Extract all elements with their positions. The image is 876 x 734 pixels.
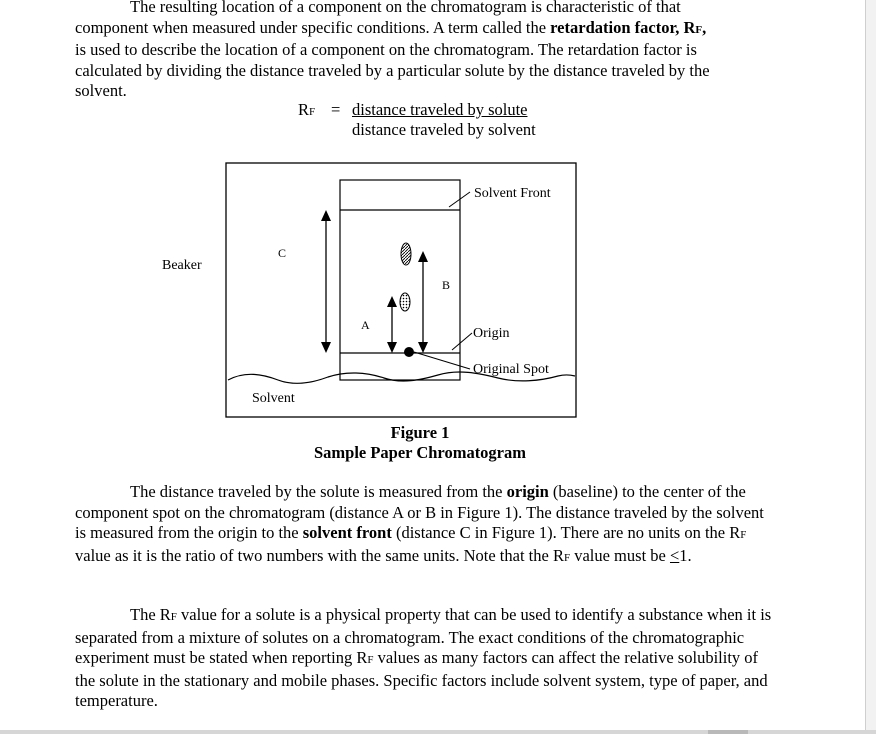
less-than-or-equal-sign: <	[669, 545, 680, 565]
horizontal-scroll-thumb[interactable]	[708, 730, 748, 734]
label-origin: Origin	[473, 326, 510, 341]
arrow-a-head-up	[387, 296, 397, 307]
p1-line2: component when measured under specific conditions. A term called the	[75, 17, 547, 37]
figure-caption-subtitle: Sample Paper Chromatogram	[313, 443, 527, 462]
p1-line4: calculated by dividing the distance traveled by a particular solute by the distance traveled by the	[75, 60, 710, 80]
retardation-factor-term: retardation factor, RF,	[550, 17, 707, 37]
original-spot-leader	[414, 352, 470, 369]
p1-line1: The resulting location of a component on the chromatogram is characteristic of that	[130, 0, 681, 16]
arrow-c-head-down	[321, 342, 331, 353]
vertical-scroll-track[interactable]	[865, 0, 876, 734]
component-spot-a	[400, 293, 410, 311]
formula-rf: RF	[298, 100, 316, 119]
p1-line5: solvent.	[75, 81, 127, 100]
p1-line3: is used to describe the location of a component on the chromatogram. The retardation factor is	[75, 40, 697, 59]
solvent-front-term: solvent front	[302, 523, 392, 542]
label-solvent-front: Solvent Front	[474, 186, 551, 201]
paragraph-rf-property: The RF value for a solute is a physical property that can be used to identify a substance when it is separated from a mixture of solutes on a chromatogram. The exact conditions of the chromatographic experiment must be stated when reporting RF values as many factors can affect the relative solubility of the solute in the stationary and mobile phases. Specific factors include solvent system, type of paper, and temperature.	[75, 605, 772, 710]
arrow-a-head-down	[387, 342, 397, 353]
origin-leader	[452, 333, 472, 350]
figure-caption-title: Figure 1	[390, 423, 450, 442]
label-c: C	[278, 246, 287, 260]
formula-denominator: distance traveled by solvent	[352, 120, 536, 139]
label-solvent: Solvent	[252, 391, 295, 406]
origin-term: origin	[506, 482, 549, 501]
arrow-c-head-up	[321, 210, 331, 221]
formula-numerator: distance traveled by solute	[352, 100, 528, 119]
label-beaker: Beaker	[162, 258, 202, 273]
arrow-b-head-down	[418, 342, 428, 353]
original-spot-dot	[404, 347, 414, 357]
label-original-spot: Original Spot	[473, 362, 549, 377]
label-a: A	[361, 318, 370, 332]
paragraph-distance-measurement: The distance traveled by the solute is measured from the origin (baseline) to the center of the component spot on the chromatogram (distance A or B in Figure 1). The distance traveled by the solvent is measured from the origin to the solvent front (distance C in Figure 1). There are no units on the RF value as it is the ratio of two numbers with the same units. Note that the RF value must be <1.	[75, 482, 764, 565]
label-b: B	[442, 278, 451, 292]
component-spot-b	[401, 243, 411, 265]
arrow-b-head-up	[418, 251, 428, 262]
formula-equals: =	[331, 100, 341, 119]
